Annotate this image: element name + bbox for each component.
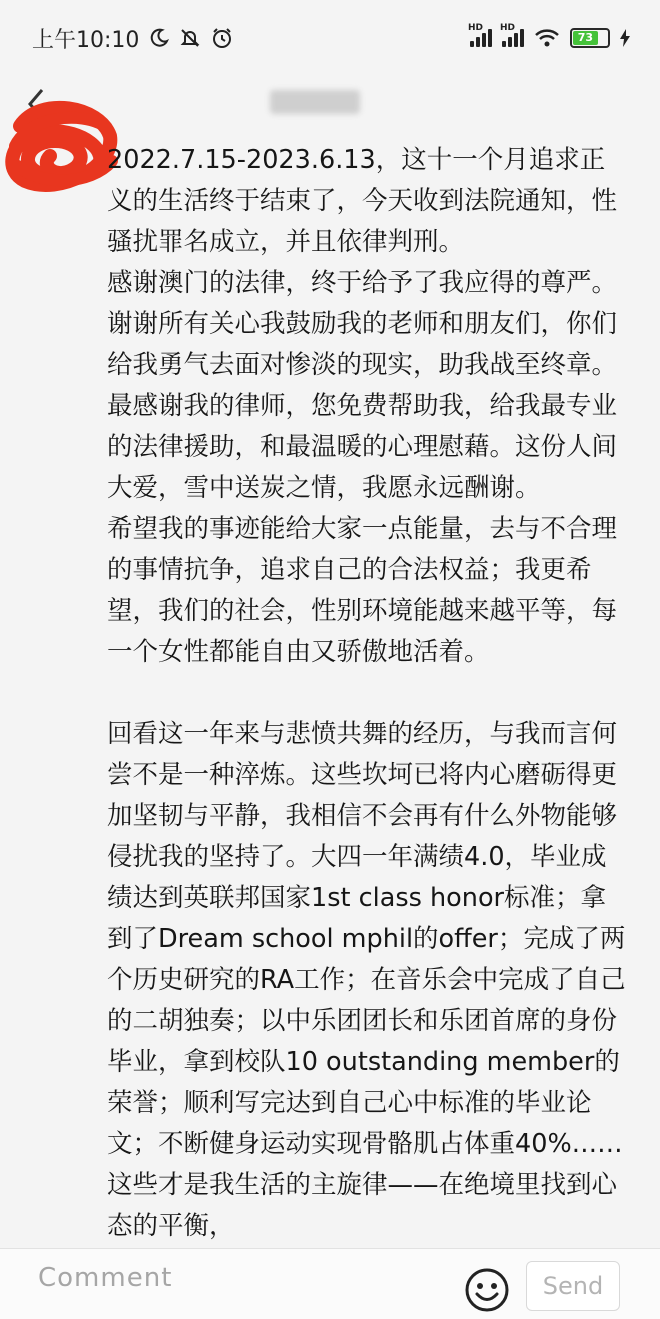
status-time: 上午10:10	[32, 27, 140, 53]
hd-label-2: HD	[500, 23, 516, 33]
moon-icon	[149, 28, 169, 48]
signal-icon-2	[500, 23, 524, 47]
bell-muted-icon	[179, 27, 201, 49]
send-button[interactable]: Send	[526, 1261, 620, 1311]
emoji-icon[interactable]	[464, 1267, 510, 1313]
charging-icon	[620, 29, 630, 47]
signal-icon	[468, 23, 492, 47]
wifi-icon	[534, 28, 560, 48]
comment-bar	[0, 1248, 660, 1319]
status-bar	[0, 0, 660, 76]
battery-icon	[570, 28, 610, 48]
post-paragraph-2: 感谢澳门的法律，终于给予了我应得的尊严。谢谢所有关心我鼓励我的老师和朋友们，你们给我勇气去面对惨淡的现实，助我战至终章。最感谢我的律师，您免费帮助我，给我最专业的法律援助，和最温暖的心理慰藉。这份人间大爱，雪中送炭之情，我愿永远酬谢。	[107, 268, 618, 503]
comment-input[interactable]: Comment	[38, 1263, 173, 1293]
post-body	[107, 140, 627, 1247]
battery-level: 73	[573, 31, 598, 45]
post-paragraph-1: 2022.7.15-2023.6.13，这十一个月追求正义的生活终于结束了，今天收到法院通知，性骚扰罪名成立，并且依律判刑。	[107, 145, 618, 257]
paragraph-gap	[107, 673, 627, 714]
status-left	[32, 23, 233, 54]
post-paragraph-4: 回看这一年来与悲愤共舞的经历，与我而言何尝不是一种淬炼。这些坎坷已将内心磨砺得更加坚韧与平静，我相信不会再有什么外物能够侵扰我的坚持了。大四一年满绩4.0，毕业成绩达到英联邦国家1st class honor标准；拿到了Dream school mphil的offer；完成了两个历史研究的RA工作；在音乐会中完成了自己的二胡独奏；以中乐团团长和乐团首席的身份毕业，拿到校队10 outstanding member的荣誉；顺利写完达到自己心中标准的毕业论文；不断健身运动实现骨骼肌占体重40%……这些才是我生活的主旋律——在绝境里找到心态的平衡，	[107, 719, 626, 1241]
alarm-icon	[211, 27, 233, 49]
status-right	[468, 23, 630, 48]
nav-title-blurred: Denaos	[270, 90, 360, 114]
post-paragraph-3: 希望我的事迹能给大家一点能量，去与不合理的事情抗争，追求自己的合法权益；我更希望，我们的社会，性别环境能越来越平等，每一个女性都能自由又骄傲地活着。	[107, 514, 618, 667]
hd-label: HD	[468, 23, 484, 33]
